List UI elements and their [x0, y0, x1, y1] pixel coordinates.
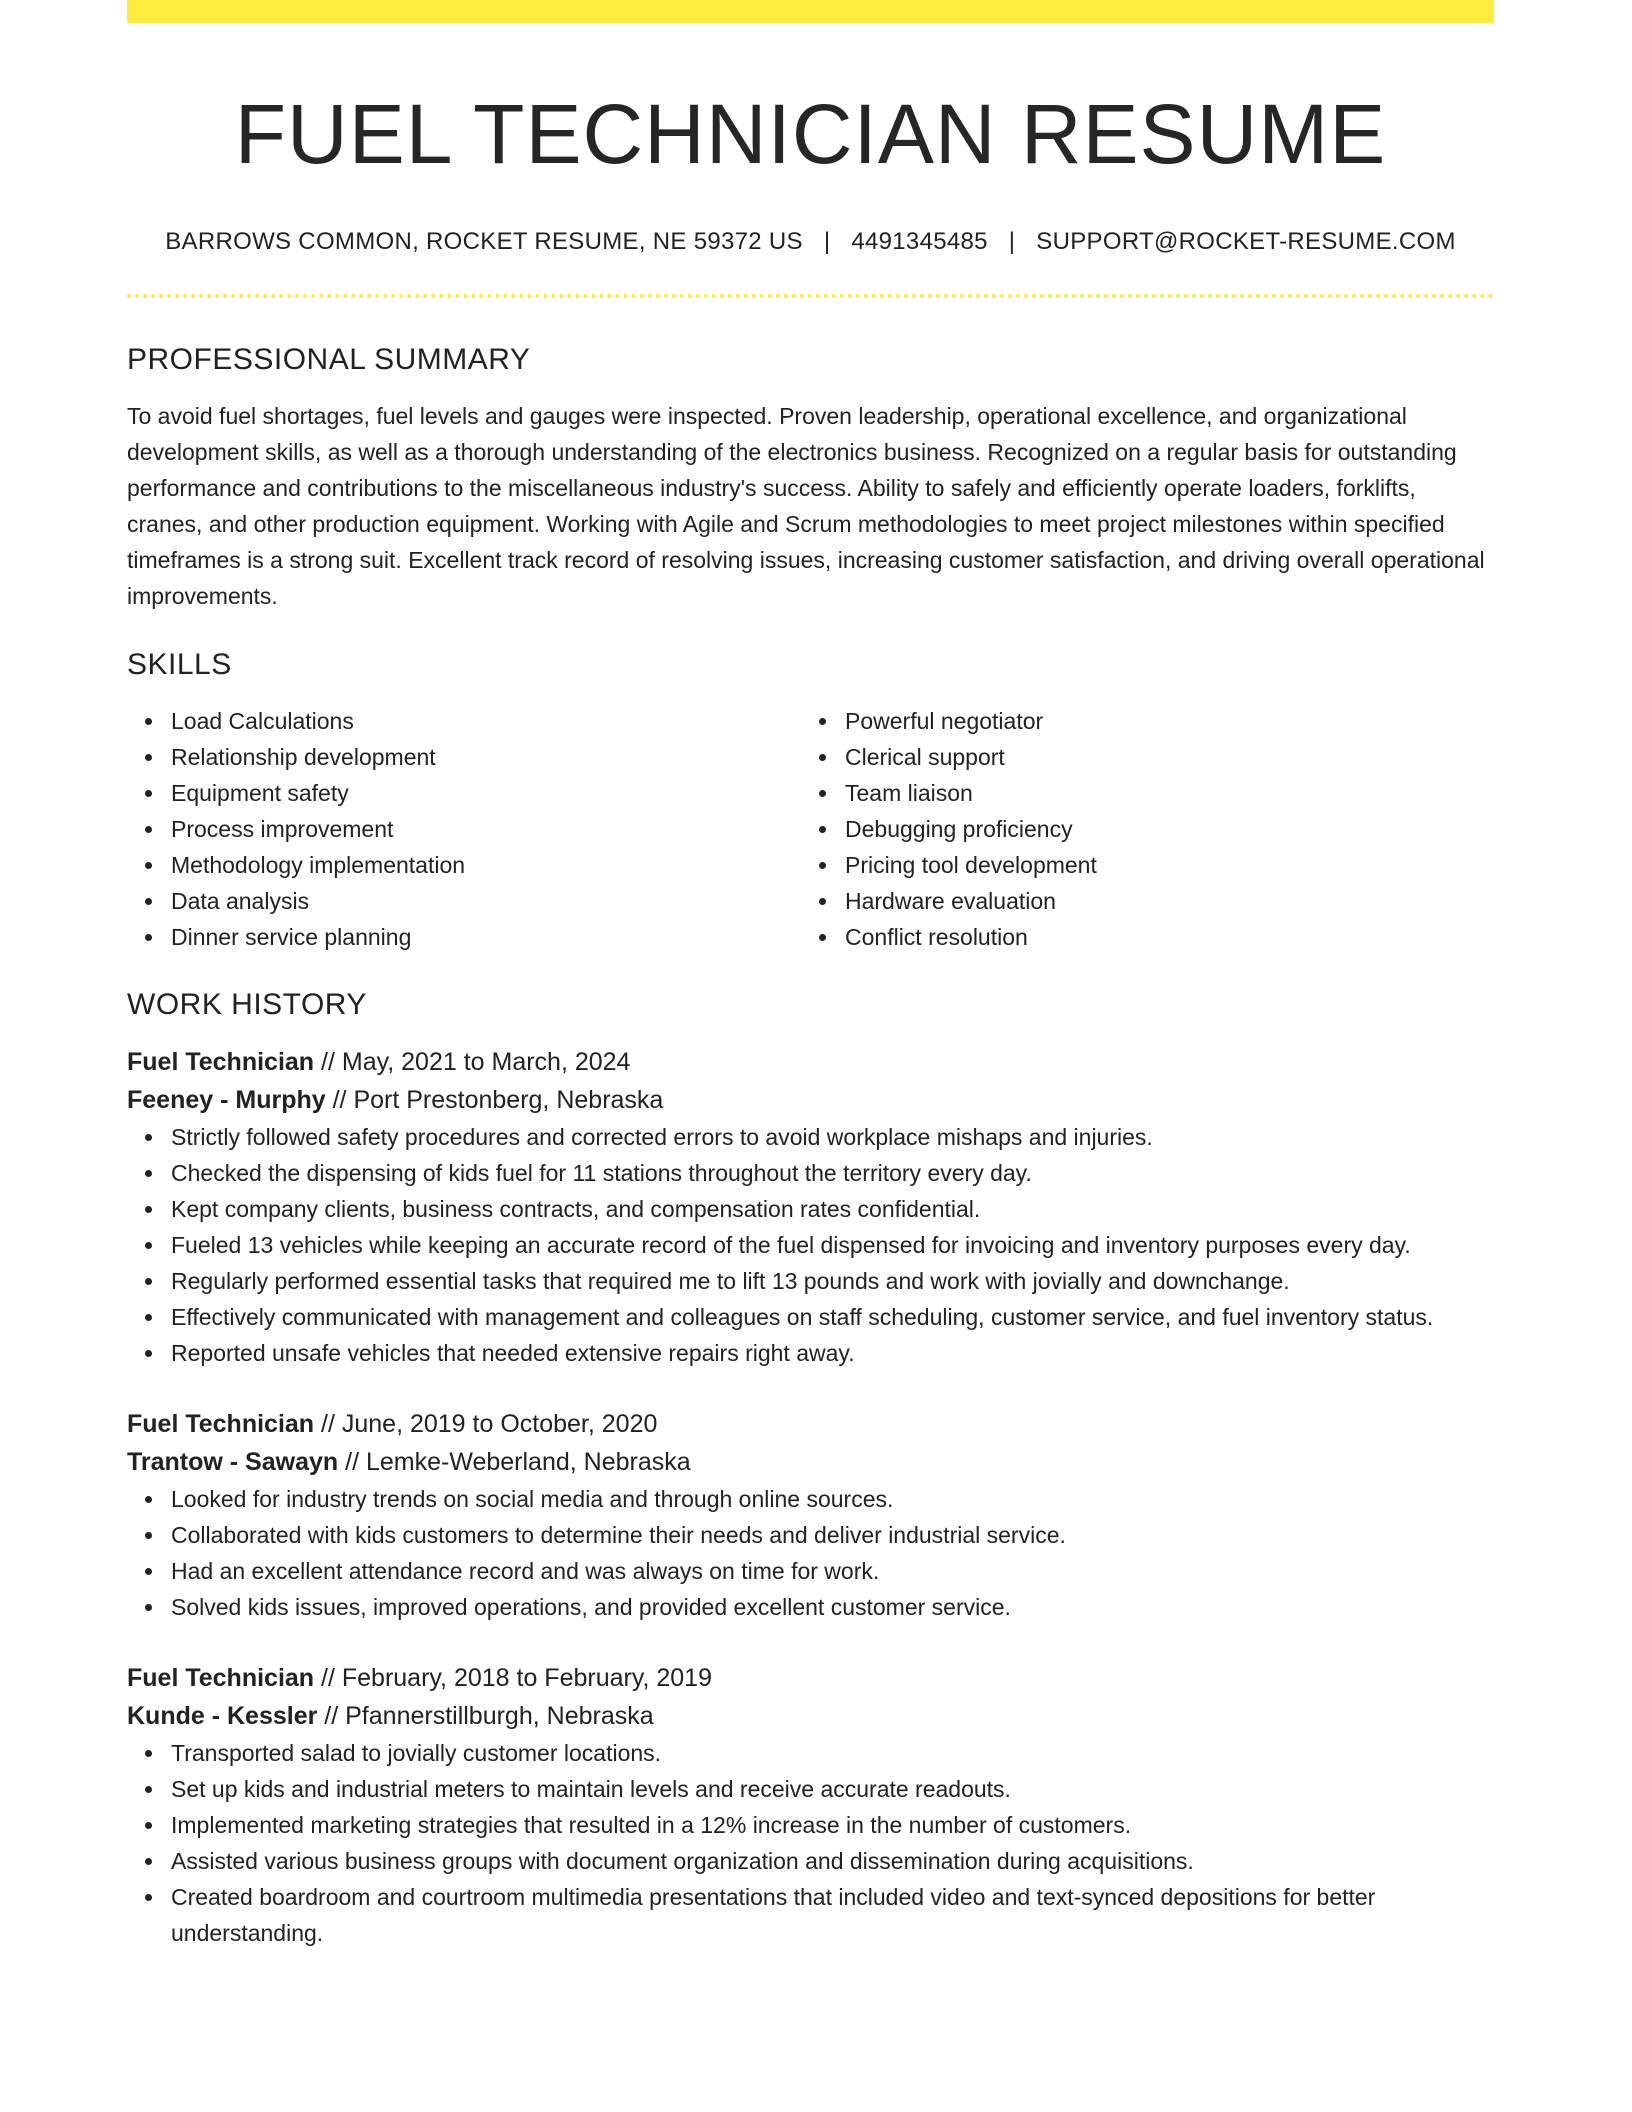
job-company: Kunde - Kessler — [127, 1701, 318, 1730]
job-bullets — [127, 1481, 1494, 1625]
summary-text: To avoid fuel shortages, fuel levels and gauges were inspected. Proven leadership, operational excellence, and organizational development skills, as well as a thorough understanding of the electronics business. Recognized on a regular basis for outstanding performance and contributions to the miscellaneous industry's success. Ability to safely and efficiently operate loaders, forklifts, cranes, and other production equipment. Working with Agile and Scrum methodologies to meet project milestones within specified timeframes is a strong suit. Excellent track record of resolving issues, increasing customer satisfaction, and driving overall operational improvements. — [127, 402, 1485, 609]
accent-top-bar — [127, 0, 1494, 23]
resume-page — [127, 0, 1494, 1951]
job-location: // Port Prestonberg, Nebraska — [332, 1085, 664, 1114]
job-title-line — [127, 1043, 1494, 1081]
job-bullet: Kept company clients, business contracts, and compensation rates confidential. — [171, 1191, 1494, 1227]
job-role: Fuel Technician — [127, 1047, 315, 1076]
job-role: Fuel Technician — [127, 1409, 315, 1438]
job-dates: // June, 2019 to October, 2020 — [321, 1409, 658, 1438]
job-entry — [127, 1043, 1494, 1371]
skill-item: Pricing tool development — [845, 847, 1475, 883]
skill-item: Methodology implementation — [171, 847, 801, 883]
job-company-line — [127, 1081, 1494, 1119]
skill-item: Process improvement — [171, 811, 801, 847]
contact-separator: | — [823, 227, 831, 255]
job-dates: // February, 2018 to February, 2019 — [321, 1663, 712, 1692]
skills-heading: SKILLS — [127, 647, 232, 681]
job-bullet: Effectively communicated with management and colleagues on staff scheduling, customer service, and fuel inventory status. — [171, 1299, 1494, 1335]
job-bullet: Had an excellent attendance record and was always on time for work. — [171, 1553, 1494, 1589]
skills-right-column — [801, 703, 1475, 955]
job-company-line — [127, 1443, 1494, 1481]
job-bullet: Created boardroom and courtroom multimedia presentations that included video and text-synced depositions for better understanding. — [171, 1879, 1494, 1951]
contact-line — [127, 228, 1494, 256]
job-bullet: Reported unsafe vehicles that needed extensive repairs right away. — [171, 1335, 1494, 1371]
work-history-heading: WORK HISTORY — [127, 987, 367, 1021]
job-bullet: Strictly followed safety procedures and corrected errors to avoid workplace mishaps and injuries. — [171, 1119, 1494, 1155]
job-bullet: Solved kids issues, improved operations, and provided excellent customer service. — [171, 1589, 1494, 1625]
job-company: Trantow - Sawayn — [127, 1447, 339, 1476]
job-location: // Lemke-Weberland, Nebraska — [345, 1447, 691, 1476]
contact-email[interactable]: SUPPORT@ROCKET-RESUME.COM — [1036, 227, 1456, 255]
skills-left-column — [127, 703, 801, 955]
contact-address: BARROWS COMMON, ROCKET RESUME, NE 59372 US — [165, 227, 803, 255]
job-title-line — [127, 1659, 1494, 1697]
job-bullets — [127, 1119, 1494, 1371]
skill-item: Conflict resolution — [845, 919, 1475, 955]
dotted-divider — [127, 294, 1494, 298]
job-bullet: Set up kids and industrial meters to maintain levels and receive accurate readouts. — [171, 1771, 1494, 1807]
skill-item: Load Calculations — [171, 703, 801, 739]
contact-phone[interactable]: 4491345485 — [851, 227, 988, 255]
job-entry — [127, 1405, 1494, 1625]
job-bullets — [127, 1735, 1494, 1951]
job-role: Fuel Technician — [127, 1663, 315, 1692]
job-bullet: Collaborated with kids customers to determine their needs and deliver industrial service. — [171, 1517, 1494, 1553]
job-title-line — [127, 1405, 1494, 1443]
job-dates: // May, 2021 to March, 2024 — [321, 1047, 631, 1076]
job-bullet: Regularly performed essential tasks that required me to lift 13 pounds and work with jovially and downchange. — [171, 1263, 1494, 1299]
contact-separator: | — [1008, 227, 1016, 255]
skill-item: Data analysis — [171, 883, 801, 919]
job-bullet: Implemented marketing strategies that resulted in a 12% increase in the number of customers. — [171, 1807, 1494, 1843]
skill-item: Hardware evaluation — [845, 883, 1475, 919]
job-bullet: Assisted various business groups with document organization and dissemination during acquisitions. — [171, 1843, 1494, 1879]
skill-item: Equipment safety — [171, 775, 801, 811]
skill-item: Clerical support — [845, 739, 1475, 775]
skill-item: Team liaison — [845, 775, 1475, 811]
skill-item: Powerful negotiator — [845, 703, 1475, 739]
job-bullet: Checked the dispensing of kids fuel for 11 stations throughout the territory every day. — [171, 1155, 1494, 1191]
job-entry — [127, 1659, 1494, 1951]
job-company: Feeney - Murphy — [127, 1085, 326, 1114]
skill-item: Relationship development — [171, 739, 801, 775]
job-company-line — [127, 1697, 1494, 1735]
job-bullet: Looked for industry trends on social media and through online sources. — [171, 1481, 1494, 1517]
skills-grid — [127, 703, 1494, 955]
job-bullet: Fueled 13 vehicles while keeping an accurate record of the fuel dispensed for invoicing and inventory purposes every day. — [171, 1227, 1494, 1263]
job-bullet: Transported salad to jovially customer locations. — [171, 1735, 1494, 1771]
job-location: // Pfannerstillburgh, Nebraska — [324, 1701, 654, 1730]
skill-item: Debugging proficiency — [845, 811, 1475, 847]
summary-heading: PROFESSIONAL SUMMARY — [127, 342, 531, 376]
resume-title: FUEL TECHNICIAN RESUME — [234, 87, 1387, 181]
skill-item: Dinner service planning — [171, 919, 801, 955]
